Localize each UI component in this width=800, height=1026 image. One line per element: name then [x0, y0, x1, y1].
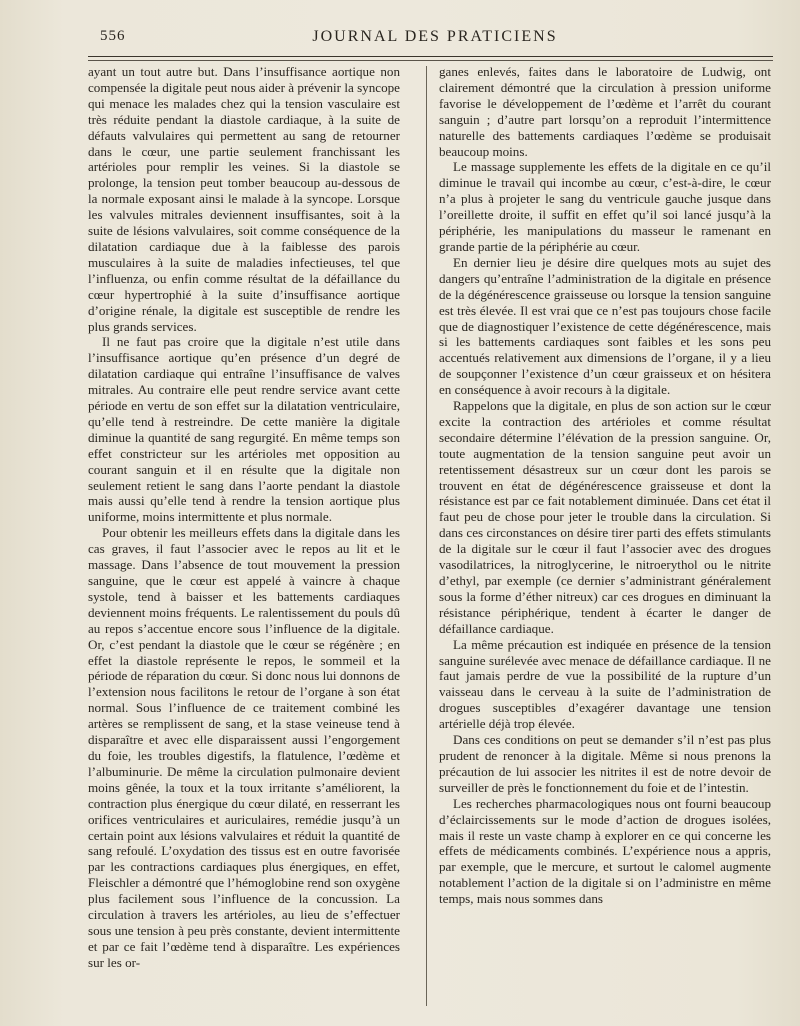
- paragraph: ayant un tout autre but. Dans l’insuffisance aortique non compensée la digitale peut nous aider à prévenir la syncope qui menace les malades chez qui la tension vasculaire est très réduite pendant la diastole cardiaque, à la suite de défauts valvulaires qui permettent au sang de retourner dans le cœur, une partie seulement franchissant les artérioles pour remplir les veines. Si la diastole se prolonge, la tension peut tomber beaucoup au-dessous de la normale exposant ainsi le malade à la syncope. Lorsque les valvules mitrales deviennent insuffisantes, soit à la suite de lésions valvulaires, soit comme conséquence de la dilatation cardiaque due à la faiblesse des parois musculaires à la suite de maladies infectieuses, tel que l’influenza, ou enfin comme résultat de la défaillance du cœur hypertrophié à la suite d’insuffisance aortique d’origine rénale, la digitale est susceptible de rendre les plus grands services.: [88, 64, 400, 334]
- paragraph: En dernier lieu je désire dire quelques mots au sujet des dangers qu’entraîne l’administration de la digitale en présence de la dégénérescence graisseuse ou lorsque la tension sanguine est très élevée. Il est vrai que ce n’est pas toujours chose facile que de diagnostiquer l’existence de cette dégénérescence, mais si les battements cardiaques sont faibles et les sons peu accentués relativement aux dimensions de l’organe, il y a lieu de soupçonner l’existence d’un cœur graisseux et on hésitera en conséquence à avoir recours à la digitale.: [439, 254, 771, 398]
- header-rule-thin: [88, 60, 773, 61]
- paragraph: Dans ces conditions on peut se demander s’il n’est pas plus prudent de renoncer à la digitale. Même si nous prenons la précaution de lui associer les nitrites il est de notre devoir de surveiller de près le fonctionnement du foie et de l’intestin.: [439, 732, 771, 795]
- page-number: 556: [100, 28, 126, 44]
- column-divider: [426, 66, 427, 1006]
- paragraph: La même précaution est indiquée en présence de la tension sanguine surélevée avec menace de défaillance cardiaque. Il ne faut jamais perdre de vue la possibilité de la rupture d’un vaisseau dans le cerveau à la suite de l’administration de drogues susceptibles d’exagérer davantage une tension artérielle déjà trop élevée.: [439, 636, 771, 732]
- paragraph: Le massage supplemente les effets de la digitale en ce qu’il diminue le travail qui incombe au cœur, c’est-à-dire, le cœur n’a plus à projeter le sang du ventricule gauche jusque dans l’oreillette droite, il suffit en effet qu’il soi lancé jusqu’à la périphérie, les manipulations du masseur le ramenant en grande partie de la périphérie au cœur.: [439, 159, 771, 254]
- header-rule: [88, 56, 773, 57]
- left-column: [88, 64, 400, 971]
- paragraph: Pour obtenir les meilleurs effets dans la digitale dans les cas graves, il faut l’associer avec le repos au lit et le massage. Dans l’absence de tout mouvement la pression sanguine, que le cœur est appelé à vaincre à chaque systole, tend à baisser et les battements cardiaques deviennent moins fréquents. Le ralentissement du pouls dû au repos s’accentue encore sous l’influence de la digitale. Or, c’est pendant la diastole que le cœur se régénère ; en effet la diastole représente le repos, le sommeil et la période de réparation du cœur. Si donc nous lui donnons de l’extension nous facilitons le retour de l’organe à son état normal. Sous l’influence de ce traitement combiné les artères se remplissent de sang, et la stase veineuse tend à disparaître et avec elle disparaissent aussi l’engorgement du foie, les troubles digestifs, la flatulence, l’œdème et l’albuminurie. De même la circulation pulmonaire devient moins gênée, la toux et la toux irritante s’améliorent, la contraction plus énergique du cœur dilaté, en resserrant les orifices ventriculaires et auriculaires, remédie jusqu’à un certain point aux lésions valvulaires et réduit la quantité de sang refoulé. L’oxydation des tissus est en outre favorisée par les contractions cardiaques plus énergiques, en effet, Fleischler a démontré que l’hémoglobine rend son oxygène plus facilement sous l’influence de la concussion. La circulation à travers les artérioles, au lieu de s’effectuer sous une tension à peu près constante, devient intermittente et par ce fait l’œdème tend à disparaître. Les expériences sur les or-: [88, 525, 400, 970]
- journal-title: JOURNAL DES PRATICIENS: [312, 28, 558, 45]
- paragraph: Les recherches pharmacologiques nous ont fourni beaucoup d’éclaircissements sur le mode d’action de drogues isolées, mais il reste un vaste champ à explorer en ce qui concerne les effets de médicaments combinés. L’expérience nous a appris, par exemple, que le mercure, et surtout le calomel augmente notablement l’action de la digitale si on l’administre en même temps, mais nous sommes dans: [439, 795, 771, 907]
- right-column: [439, 64, 771, 907]
- paragraph: Il ne faut pas croire que la digitale n’est utile dans l’insuffisance aortique qu’en présence d’un degré de dilatation cardiaque qui entraîne l’insuffisance de valves mitrales. Au contraire elle peut rendre service avant cette période en vertu de son effet sur la dilatation ventriculaire, qu’elle tend à restreindre. De cette manière la digitale diminue la quantité de sang regurgité. En même temps son effet constricteur sur les artérioles met opposition au courant sanguin et il en résulte que la digitale non seulement retient le sang dans l’aorte pendant la diastole mais aussi qu’elle tend à rendre la tension aortique plus uniforme, moins intermittente et plus normale.: [88, 334, 400, 525]
- paragraph: ganes enlevés, faites dans le laboratoire de Ludwig, ont clairement démontré que la circulation à pression uniforme favorise le développement de l’œdème et l’arrêt du courant sanguin ; d’autre part lorsqu’on a reproduit l’intermittence naturelle des battements cardiaques l’œdème se produisait beaucoup moins.: [439, 64, 771, 159]
- page-header: [100, 26, 770, 52]
- paragraph: Rappelons que la digitale, en plus de son action sur le cœur excite la contraction des artérioles et comme résultat secondaire détermine l’élévation de la pression sanguine. Or, toute augmentation de la tension sanguine peut avoir un retentissement désastreux sur un cœur dont les parois se trouvent en état de dégénérescence graisseuse et dont la résistance est par ce fait notablement diminuée. Dans cet état il faut peu de chose pour jeter le trouble dans la circulation. Si dans ces circonstances on désire tirer parti des effets stimulants de la digitale sur le cœur il faut l’associer avec des drogues vasodilatrices, la nitroglycerine, le nitroerythol ou le nitrite d’ethyl, par exemple (ce dernier s’administrant généralement sous la forme d’éther nitreux) car ces drogues en diminuant la résistance périphérique, tendent à écarter le danger de défaillance cardiaque.: [439, 398, 771, 636]
